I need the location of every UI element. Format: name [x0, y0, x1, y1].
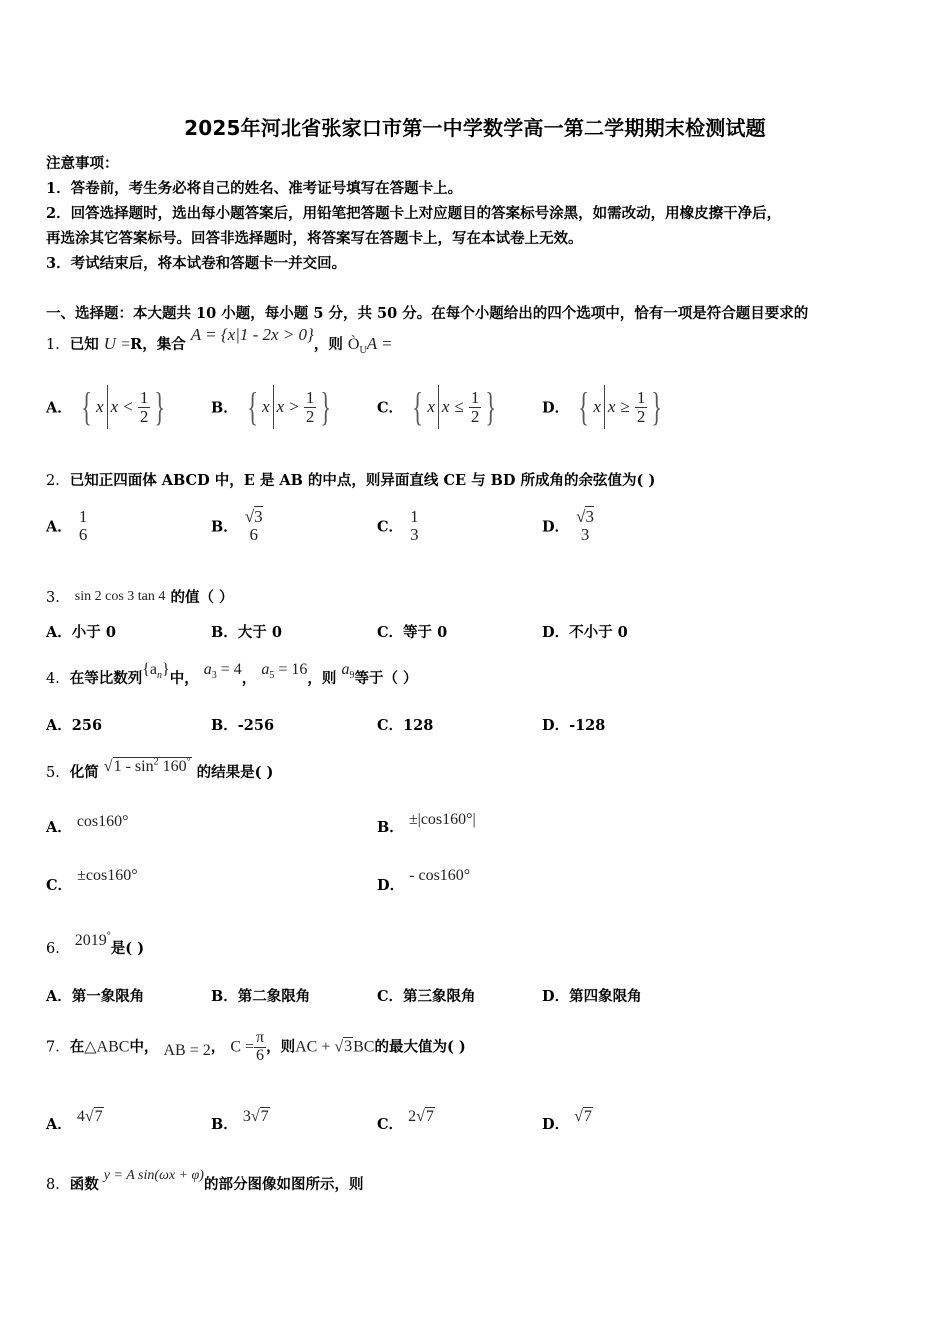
q2-option-b[interactable]: B． √3 6	[211, 507, 263, 544]
q4-option-b[interactable]: B．-256	[211, 717, 275, 734]
q4-option-d[interactable]: D．-128	[542, 717, 606, 734]
question-number: 2．	[46, 473, 70, 489]
q5-option-c[interactable]: C． ±cos160°	[46, 867, 138, 894]
question-1: 1．已知 U =R，集合 A = {x|1 - 2x > 0}，则 $Ò_UA$ =	[46, 325, 393, 356]
q2-option-d[interactable]: D． √3 3	[542, 507, 594, 544]
radical-expression: $√1 - \sin^2 160^\circ$	[103, 756, 191, 775]
question-2: 2．已知正四面体 ABCD 中，E 是 AB 的中点，则异面直线 CE 与 BD 所成角的余弦值为( )	[46, 472, 656, 489]
notice-item-3: 3．考试结束后，将本试卷和答题卡一并交回。	[46, 255, 347, 272]
question-5: 5．化简 $√1 - \sin^2 160^\circ$ 的结果是( )	[46, 756, 274, 781]
fraction: √3 6	[244, 507, 263, 544]
page-title: 2025年河北省张家口市第一中学数学高一第二学期期末检测试题	[184, 116, 766, 140]
fraction: $\frac{1}{2}$	[636, 387, 646, 426]
question-number: 8．	[46, 1177, 70, 1193]
q7-option-b[interactable]: B． 3√7	[211, 1108, 269, 1133]
question-7: 7．在△ABC中， AB = 2， C = $\frac{\pi}{6}$ ，则AC + √3BC的最大值为( )	[46, 1029, 466, 1064]
question-8: 8．函数 y = A sin(ωx + φ)的部分图像如图所示，则	[46, 1168, 364, 1193]
q1-option-d[interactable]: D． { x x ≥ $\frac{1}{2}$ }	[542, 384, 663, 429]
q4-option-a[interactable]: A．256	[46, 717, 103, 734]
fraction: $\frac{\pi}{6}$	[256, 1029, 265, 1064]
q4-option-c[interactable]: C．128	[377, 717, 434, 734]
q7-option-a[interactable]: A． 4√7	[46, 1108, 103, 1133]
question-number: 5．	[46, 765, 70, 781]
q1-option-a[interactable]: A． { x x < $\frac{1}{2}$ }	[46, 384, 166, 429]
notice-heading: 注意事项：	[46, 155, 119, 172]
q6-option-a[interactable]: A．第一象限角	[46, 988, 145, 1005]
fraction: √3 3	[576, 507, 594, 544]
q2-option-c[interactable]: C． 1 3	[377, 507, 419, 544]
q5-option-d[interactable]: D． - cos160°	[377, 867, 471, 894]
fraction: $\frac{1}{2}$	[139, 387, 149, 426]
fraction: $\frac{1}{2}$	[305, 387, 315, 426]
question-6: 6． 2019°是( )	[46, 930, 145, 957]
fraction: 1 3	[410, 507, 419, 544]
q6-option-d[interactable]: D．第四象限角	[542, 988, 642, 1005]
q5-option-b[interactable]: B． ±|cos160°|	[377, 811, 476, 836]
question-number: 1．	[46, 337, 70, 353]
section-heading: 一、选择题：本大题共 10 小题，每小题 5 分，共 50 分。在每个小题给出的四个选项中，恰有一项是符合题目要求的	[46, 305, 809, 322]
q7-option-d[interactable]: D． √7	[542, 1108, 592, 1133]
set-a-expression: A = {x|1 - 2x > 0}	[190, 325, 314, 344]
q2-option-a[interactable]: A． 1 6	[46, 507, 88, 544]
question-3: 3． sin 2 cos 3 tan 4 的值（ ）	[46, 589, 234, 606]
q7-option-c[interactable]: C． 2√7	[377, 1108, 434, 1133]
notice-item-2: 2．回答选择题时，选出每小题答案后，用铅笔把答题卡上对应题目的答案标号涂黑，如需改动，用橡皮擦干净后，	[46, 205, 782, 222]
question-4: 4．在等比数列$\{a_n\}$中， $a_3 = 4$， $a_5 = 16$，则 $a_9$等于（ ）	[46, 661, 418, 687]
q3-option-c[interactable]: C．等于 0	[377, 624, 448, 641]
question-number: 4．	[46, 671, 70, 687]
q5-option-a[interactable]: A． cos160°	[46, 813, 129, 836]
q1-option-b[interactable]: B． { x x > $\frac{1}{2}$ }	[211, 384, 332, 429]
q1-option-c[interactable]: C． { x x ≤ $\frac{1}{2}$ }	[377, 384, 497, 429]
fraction: $\frac{1}{2}$	[470, 387, 480, 426]
q3-option-d[interactable]: D．不小于 0	[542, 624, 628, 641]
q6-option-b[interactable]: B．第二象限角	[211, 988, 311, 1005]
notice-item-2-cont: 再选涂其它答案标号。回答非选择题时，将答案写在答题卡上，写在本试卷上无效。	[46, 230, 583, 247]
notice-item-1: 1．答卷前，考生务必将自己的姓名、准考证号填写在答题卡上。	[46, 180, 463, 197]
question-number: 6．	[46, 941, 70, 957]
q3-option-a[interactable]: A．小于 0	[46, 624, 116, 641]
fraction: 1 6	[78, 507, 88, 544]
question-number: 3．	[46, 590, 70, 606]
q3-option-b[interactable]: B．大于 0	[211, 624, 282, 641]
question-number: 7．	[46, 1039, 70, 1056]
q6-option-c[interactable]: C．第三象限角	[377, 988, 476, 1005]
